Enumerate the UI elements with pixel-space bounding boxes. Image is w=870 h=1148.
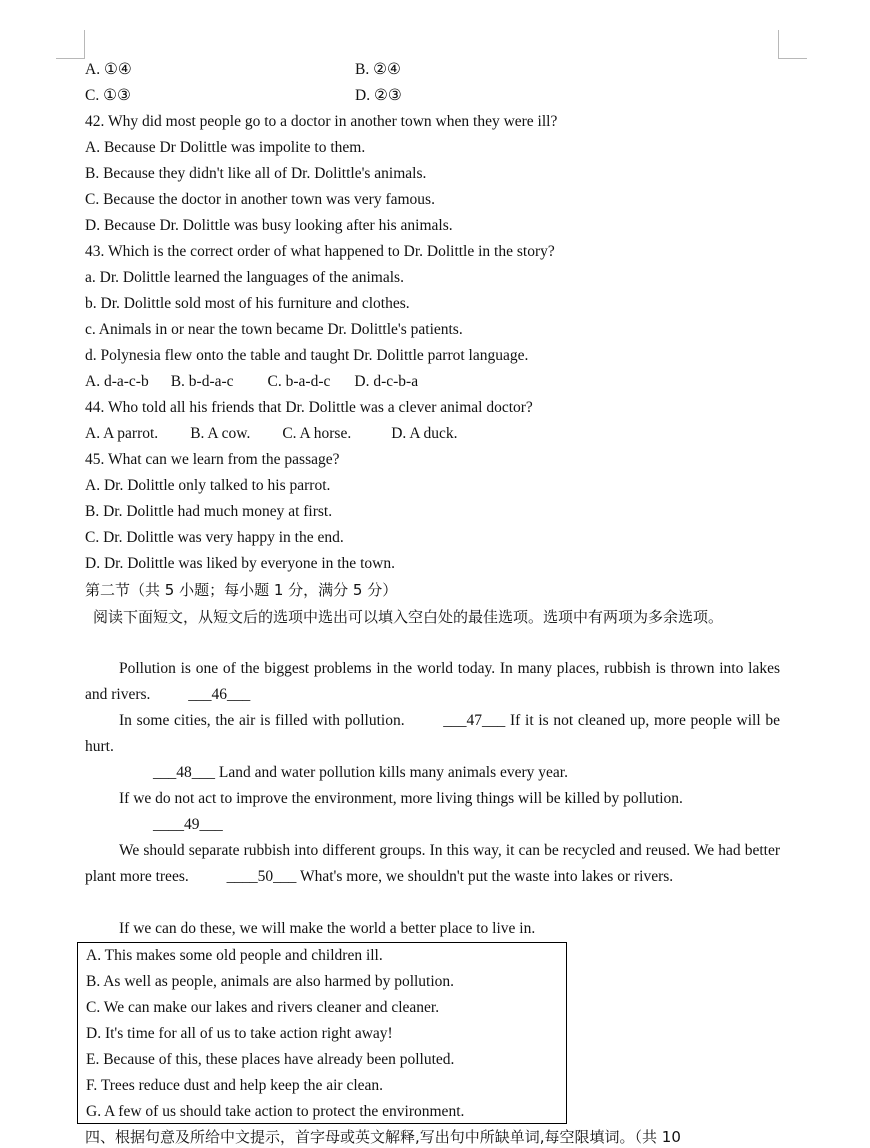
section2-instruction: 阅读下面短文，从短文后的选项中选出可以填入空白处的最佳选项。选项中有两项为多余选项。	[93, 608, 724, 626]
q44-options	[85, 424, 458, 444]
blank-47: ___47___	[443, 712, 506, 729]
passage-p3-text: Land and water pollution kills many animals every year.	[218, 764, 568, 781]
q43-option-c: C. b-a-d-c	[267, 373, 331, 390]
passage-p2-text: In some cities, the air is filled with pollution.	[119, 712, 405, 729]
passage-paragraph-3	[85, 760, 780, 786]
q44-option-d: D. A duck.	[391, 425, 458, 442]
q41-option-a: A. ①④	[85, 61, 132, 78]
choice-b: B. As well as people, animals are also harmed by pollution.	[86, 973, 455, 990]
section4-heading-cutoff: 四、根据句意及所给中文提示，首字母或英文解释,写出句中所缺单词,每空限填词。（共 10	[85, 1128, 681, 1146]
page-corner-mark-right	[778, 30, 807, 59]
q41-option-c: C. ①③	[85, 87, 131, 104]
q43-event-c: c. Animals in or near the town became Dr. Dolittle's patients.	[85, 321, 463, 338]
q42-option-c: C. Because the doctor in another town was very famous.	[85, 191, 435, 208]
q43-option-b: B. b-d-a-c	[170, 373, 234, 390]
q43-event-a: a. Dr. Dolittle learned the languages of the animals.	[85, 269, 404, 286]
q42-option-d: D. Because Dr. Dolittle was busy looking after his animals.	[85, 217, 453, 234]
q45-question: 45. What can we learn from the passage?	[85, 451, 340, 468]
choice-e: E. Because of this, these places have already been polluted.	[86, 1051, 455, 1068]
q41-option-b: B. ②④	[355, 61, 401, 78]
q43-question: 43. Which is the correct order of what happened to Dr. Dolittle in the story?	[85, 243, 555, 260]
q44-question: 44. Who told all his friends that Dr. Dolittle was a clever animal doctor?	[85, 399, 533, 416]
q44-option-c: C. A horse.	[282, 425, 352, 442]
choice-g: G. A few of us should take action to protect the environment.	[86, 1103, 465, 1120]
passage-paragraph-6: If we can do these, we will make the world a better place to live in.	[119, 920, 536, 937]
q43-event-d: d. Polynesia flew onto the table and taught Dr. Dolittle parrot language.	[85, 347, 529, 364]
passage-p2b-text: If it is not cleaned up, more people will be hurt.	[85, 712, 780, 755]
q41-options-row1	[85, 60, 401, 80]
q43-event-b: b. Dr. Dolittle sold most of his furniture and clothes.	[85, 295, 410, 312]
blank-49: ____49___	[153, 816, 223, 833]
blank-48: ___48___	[153, 764, 215, 781]
choice-c: C. We can make our lakes and rivers cleaner and cleaner.	[86, 999, 440, 1016]
passage-paragraph-blank-49	[85, 812, 780, 838]
q44-option-b: B. A cow.	[190, 425, 251, 442]
choices-box	[77, 942, 567, 1124]
choice-f: F. Trees reduce dust and help keep the air clean.	[86, 1077, 384, 1094]
passage-paragraph-5	[85, 838, 780, 890]
choice-a: A. This makes some old people and children ill.	[86, 947, 383, 964]
blank-46: ___46___	[188, 686, 251, 703]
q42-option-b: B. Because they didn't like all of Dr. Dolittle's animals.	[85, 165, 427, 182]
q43-option-a: A. d-a-c-b	[85, 373, 149, 390]
blank-50: ____50___	[226, 868, 297, 885]
q42-option-a: A. Because Dr Dolittle was impolite to them.	[85, 139, 366, 156]
q41-options-row2	[85, 86, 402, 106]
passage-paragraph-2	[85, 708, 780, 760]
q42-question: 42. Why did most people go to a doctor in another town when they were ill?	[85, 113, 558, 130]
q41-option-d: D. ②③	[355, 87, 402, 104]
q43-option-d: D. d-c-b-a	[354, 373, 419, 390]
passage-p1-text: Pollution is one of the biggest problems in the world today. In many places, rubbish is thrown into lakes and rivers.	[85, 660, 780, 703]
q45-option-b: B. Dr. Dolittle had much money at first.	[85, 503, 333, 520]
q45-option-c: C. Dr. Dolittle was very happy in the end.	[85, 529, 344, 546]
section2-title: 第二节（共 5 小题；每小题 1 分，满分 5 分）	[85, 581, 398, 599]
page-corner-mark-left	[56, 30, 85, 59]
passage-p5-text: We should separate rubbish into different groups. In this way, it can be recycled and reused. We had better plant more trees.	[85, 842, 780, 885]
passage-paragraph-4: If we do not act to improve the environment, more living things will be killed by pollution.	[119, 790, 683, 807]
q45-option-d: D. Dr. Dolittle was liked by everyone in the town.	[85, 555, 395, 572]
choice-d: D. It's time for all of us to take action right away!	[86, 1025, 393, 1042]
passage-p5b-text: What's more, we shouldn't put the waste into lakes or rivers.	[299, 868, 674, 885]
q44-option-a: A. A parrot.	[85, 425, 159, 442]
passage-paragraph-1	[85, 656, 780, 708]
q45-option-a: A. Dr. Dolittle only talked to his parrot.	[85, 477, 331, 494]
q43-options	[85, 372, 418, 392]
